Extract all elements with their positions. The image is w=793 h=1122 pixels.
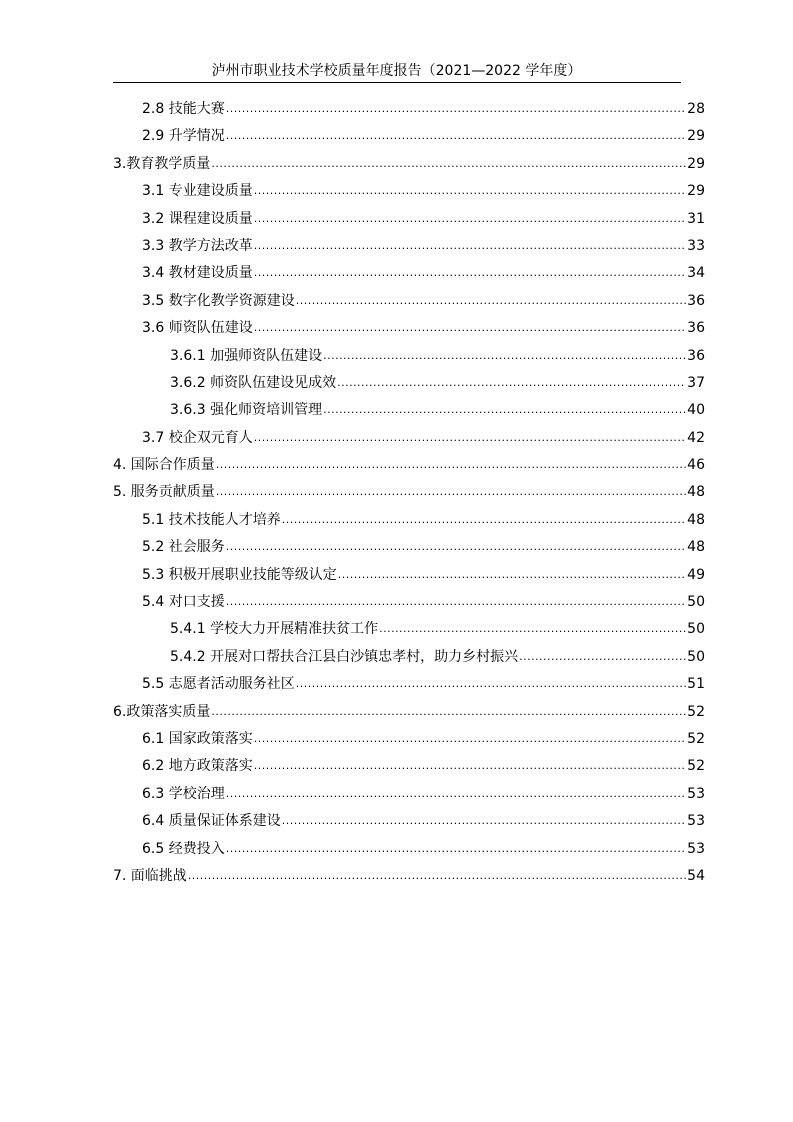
toc-entry-page-number: 40 bbox=[687, 402, 705, 419]
toc-dot-leader bbox=[323, 342, 686, 369]
toc-entry[interactable] bbox=[113, 425, 705, 452]
toc-dot-leader bbox=[254, 259, 686, 286]
toc-entry[interactable] bbox=[113, 233, 705, 260]
toc-entry-title: 5.4 对口支援 bbox=[142, 594, 225, 611]
toc-entry-page-number: 33 bbox=[687, 237, 705, 254]
toc-entry[interactable] bbox=[113, 616, 705, 643]
toc-entry-page-number: 49 bbox=[687, 566, 705, 583]
toc-entry-page-number: 37 bbox=[687, 374, 705, 391]
toc-entry-page-number: 54 bbox=[687, 867, 705, 884]
toc-entry-page-number: 36 bbox=[687, 320, 705, 337]
toc-entry-page-number: 48 bbox=[687, 511, 705, 528]
toc-entry[interactable] bbox=[113, 397, 705, 424]
toc-dot-leader bbox=[254, 232, 686, 259]
toc-entry-page-number: 50 bbox=[687, 594, 705, 611]
toc-entry-title: 6.4 质量保证体系建设 bbox=[142, 813, 281, 830]
toc-entry-title: 3.6 师资队伍建设 bbox=[142, 320, 253, 337]
toc-entry[interactable] bbox=[113, 836, 705, 863]
toc-entry[interactable] bbox=[113, 781, 705, 808]
toc-dot-leader bbox=[254, 752, 686, 779]
toc-entry-title: 3.7 校企双元育人 bbox=[142, 429, 253, 446]
toc-entry-title: 6.1 国家政策落实 bbox=[142, 730, 253, 747]
toc-entry-page-number: 34 bbox=[687, 265, 705, 282]
page-header-title: 泸州市职业技术学校质量年度报告（2021—2022 学年度） bbox=[211, 63, 582, 79]
toc-entry[interactable] bbox=[113, 726, 705, 753]
toc-dot-leader bbox=[379, 615, 686, 642]
toc-dot-leader bbox=[254, 314, 686, 341]
toc-entry[interactable] bbox=[113, 753, 705, 780]
toc-entry-title: 3.6.2 师资队伍建设见成效 bbox=[170, 374, 337, 391]
toc-entry[interactable] bbox=[113, 151, 705, 178]
toc-dot-leader bbox=[254, 725, 686, 752]
toc-entry-page-number: 29 bbox=[687, 128, 705, 145]
toc-dot-leader bbox=[216, 451, 686, 478]
toc-entry-page-number: 53 bbox=[687, 785, 705, 802]
toc-dot-leader bbox=[519, 643, 686, 670]
toc-dot-leader bbox=[296, 670, 686, 697]
toc-entry-title: 3.4 教材建设质量 bbox=[142, 265, 253, 282]
toc-entry[interactable] bbox=[113, 315, 705, 342]
toc-dot-leader bbox=[211, 150, 686, 177]
toc-entry-page-number: 29 bbox=[687, 155, 705, 172]
toc-entry-page-number: 42 bbox=[687, 429, 705, 446]
toc-dot-leader bbox=[323, 396, 686, 423]
toc-dot-leader bbox=[282, 807, 686, 834]
toc-dot-leader bbox=[254, 177, 686, 204]
toc-entry-title: 3.6.1 加强师资队伍建设 bbox=[170, 347, 323, 364]
toc-entry[interactable] bbox=[113, 671, 705, 698]
toc-entry-title: 7. 面临挑战 bbox=[113, 867, 187, 884]
toc-entry[interactable] bbox=[113, 589, 705, 616]
toc-entry-page-number: 53 bbox=[687, 813, 705, 830]
toc-dot-leader bbox=[337, 369, 686, 396]
toc-entry-title: 6.政策落实质量 bbox=[113, 703, 211, 720]
toc-dot-leader bbox=[254, 424, 686, 451]
toc-entry[interactable] bbox=[113, 178, 705, 205]
toc-entry-page-number: 50 bbox=[687, 621, 705, 638]
toc-entry[interactable] bbox=[113, 863, 705, 890]
toc-entry-page-number: 50 bbox=[687, 648, 705, 665]
toc-dot-leader bbox=[188, 862, 686, 889]
toc-dot-leader bbox=[226, 780, 686, 807]
toc-entry[interactable] bbox=[113, 260, 705, 287]
toc-entry-page-number: 52 bbox=[687, 703, 705, 720]
toc-entry-title: 3.5 数字化教学资源建设 bbox=[142, 292, 295, 309]
toc-dot-leader bbox=[226, 588, 686, 615]
toc-entry-title: 5. 服务贡献质量 bbox=[113, 484, 215, 501]
toc-dot-leader bbox=[282, 506, 686, 533]
toc-entry-page-number: 28 bbox=[687, 101, 705, 117]
toc-entry-title: 2.9 升学情况 bbox=[142, 128, 225, 145]
toc-entry[interactable] bbox=[113, 699, 705, 726]
toc-dot-leader bbox=[226, 533, 686, 560]
toc-entry[interactable] bbox=[113, 479, 705, 506]
table-of-contents bbox=[113, 96, 705, 890]
toc-dot-leader bbox=[226, 122, 686, 149]
toc-entry-page-number: 53 bbox=[687, 840, 705, 857]
header-divider bbox=[113, 82, 681, 83]
toc-dot-leader bbox=[211, 698, 686, 725]
toc-dot-leader bbox=[296, 287, 686, 314]
toc-entry-page-number: 51 bbox=[687, 676, 705, 693]
toc-entry-title: 6.5 经费投入 bbox=[142, 840, 225, 857]
toc-entry-page-number: 46 bbox=[687, 457, 705, 474]
toc-entry[interactable] bbox=[113, 644, 705, 671]
toc-entry-title: 3.6.3 强化师资培训管理 bbox=[170, 402, 323, 419]
toc-dot-leader bbox=[216, 478, 686, 505]
toc-entry-title: 5.2 社会服务 bbox=[142, 539, 225, 556]
toc-entry-page-number: 36 bbox=[687, 347, 705, 364]
toc-entry-title: 4. 国际合作质量 bbox=[113, 457, 215, 474]
toc-entry-title: 5.1 技术技能人才培养 bbox=[142, 511, 281, 528]
toc-entry-page-number: 31 bbox=[687, 210, 705, 227]
toc-dot-leader bbox=[338, 561, 686, 588]
toc-entry-page-number: 36 bbox=[687, 292, 705, 309]
toc-entry[interactable] bbox=[113, 288, 705, 315]
toc-entry-title: 3.2 课程建设质量 bbox=[142, 210, 253, 227]
toc-entry-title: 5.4.1 学校大力开展精准扶贫工作 bbox=[170, 621, 379, 638]
toc-entry-title: 3.1 专业建设质量 bbox=[142, 183, 253, 200]
toc-entry[interactable] bbox=[113, 370, 705, 397]
toc-entry[interactable] bbox=[113, 507, 705, 534]
toc-entry-title: 2.8 技能大赛 bbox=[142, 101, 225, 117]
toc-entry[interactable] bbox=[113, 562, 705, 589]
toc-dot-leader bbox=[254, 205, 686, 232]
toc-entry-page-number: 48 bbox=[687, 484, 705, 501]
toc-entry-title: 5.3 积极开展职业技能等级认定 bbox=[142, 566, 337, 583]
toc-entry-title: 3.3 教学方法改革 bbox=[142, 237, 253, 254]
toc-entry-title: 3.教育教学质量 bbox=[113, 155, 211, 172]
toc-entry[interactable] bbox=[113, 123, 705, 150]
toc-entry-page-number: 48 bbox=[687, 539, 705, 556]
toc-entry-title: 6.2 地方政策落实 bbox=[142, 758, 253, 775]
toc-entry[interactable] bbox=[113, 96, 705, 123]
toc-entry-page-number: 29 bbox=[687, 183, 705, 200]
toc-entry[interactable] bbox=[113, 343, 705, 370]
toc-dot-leader bbox=[226, 835, 686, 862]
toc-entry-title: 6.3 学校治理 bbox=[142, 785, 225, 802]
toc-entry[interactable] bbox=[113, 452, 705, 479]
toc-entry[interactable] bbox=[113, 808, 705, 835]
toc-entry-page-number: 52 bbox=[687, 730, 705, 747]
toc-entry[interactable] bbox=[113, 206, 705, 233]
toc-entry-page-number: 52 bbox=[687, 758, 705, 775]
toc-entry-title: 5.4.2 开展对口帮扶合江县白沙镇忠孝村，助力乡村振兴 bbox=[170, 648, 519, 665]
toc-entry[interactable] bbox=[113, 534, 705, 561]
toc-dot-leader bbox=[226, 95, 686, 122]
toc-entry-title: 5.5 志愿者活动服务社区 bbox=[142, 676, 295, 693]
